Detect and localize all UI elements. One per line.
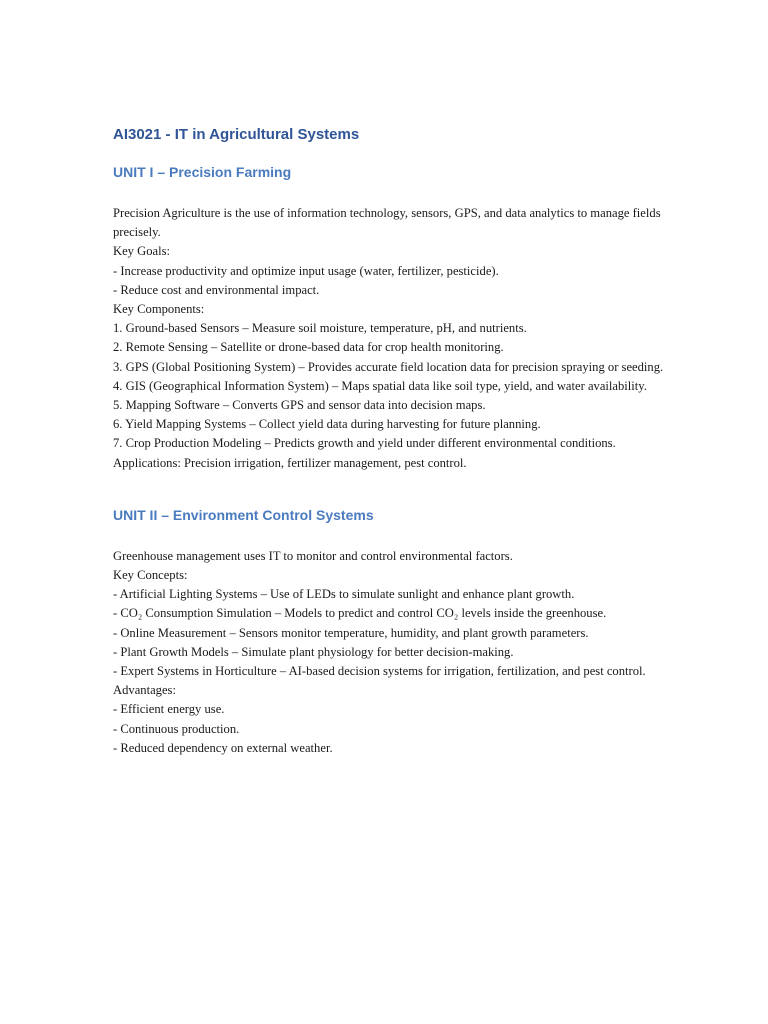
unit-1-line: - Reduce cost and environmental impact. [113, 282, 320, 297]
unit-1-line: 4. GIS (Geographical Information System) – Maps spatial data like soil type, yield, and water availability. [113, 378, 647, 393]
unit-1-line: Precision Agriculture is the use of information technology, sensors, GPS, and data analytics to manage fields precisely. [113, 206, 661, 240]
unit-1-line: 2. Remote Sensing – Satellite or drone-based data for crop health monitoring. [113, 340, 504, 355]
unit-1-line: Key Components: [113, 302, 205, 317]
unit-1-line: 3. GPS (Global Positioning System) – Provides accurate field location data for precision spraying or seeding. [113, 359, 664, 374]
unit-2-line: - Expert Systems in Horticulture – AI-based decision systems for irrigation, fertilization, and pest control. [113, 664, 646, 679]
unit-2-body [113, 547, 673, 758]
document-content [113, 124, 673, 758]
unit-1-body [113, 204, 673, 473]
unit-2-line: - Plant Growth Models – Simulate plant physiology for better decision-making. [113, 644, 514, 659]
unit-1-line: Applications: Precision irrigation, fertilizer management, pest control. [113, 455, 467, 470]
unit-2-line: Advantages: [113, 683, 176, 698]
unit-1-line: Key Goals: [113, 244, 171, 259]
unit-1-line: 7. Crop Production Modeling – Predicts growth and yield under different environmental conditions. [113, 436, 616, 451]
unit-1-line: - Increase productivity and optimize input usage (water, fertilizer, pesticide). [113, 263, 499, 278]
unit-2-line: - CO₂ Consumption Simulation – Models to predict and control CO₂ levels inside the greenhouse. [113, 606, 607, 621]
unit-2-line: Greenhouse management uses IT to monitor and control environmental factors. [113, 548, 513, 563]
unit-1-heading: UNIT I – Precision Farming [113, 164, 292, 180]
unit-2-line: - Online Measurement – Sensors monitor temperature, humidity, and plant growth parameters. [113, 625, 589, 640]
unit-2-line: - Continuous production. [113, 721, 240, 736]
unit-2-line: - Reduced dependency on external weather. [113, 740, 333, 755]
unit-2-heading: UNIT II – Environment Control Systems [113, 506, 374, 523]
unit-2-line: - Artificial Lighting Systems – Use of LEDs to simulate sunlight and enhance plant growth. [113, 587, 575, 602]
unit-2-line: Key Concepts: [113, 568, 188, 583]
unit-1-line: 1. Ground-based Sensors – Measure soil moisture, temperature, pH, and nutrients. [113, 321, 527, 336]
unit-1-line: 6. Yield Mapping Systems – Collect yield data during harvesting for future planning. [113, 417, 541, 432]
document-title: AI3021 - IT in Agricultural Systems [113, 126, 360, 143]
unit-1-line: 5. Mapping Software – Converts GPS and sensor data into decision maps. [113, 398, 486, 413]
unit-2-line: - Efficient energy use. [113, 702, 225, 717]
